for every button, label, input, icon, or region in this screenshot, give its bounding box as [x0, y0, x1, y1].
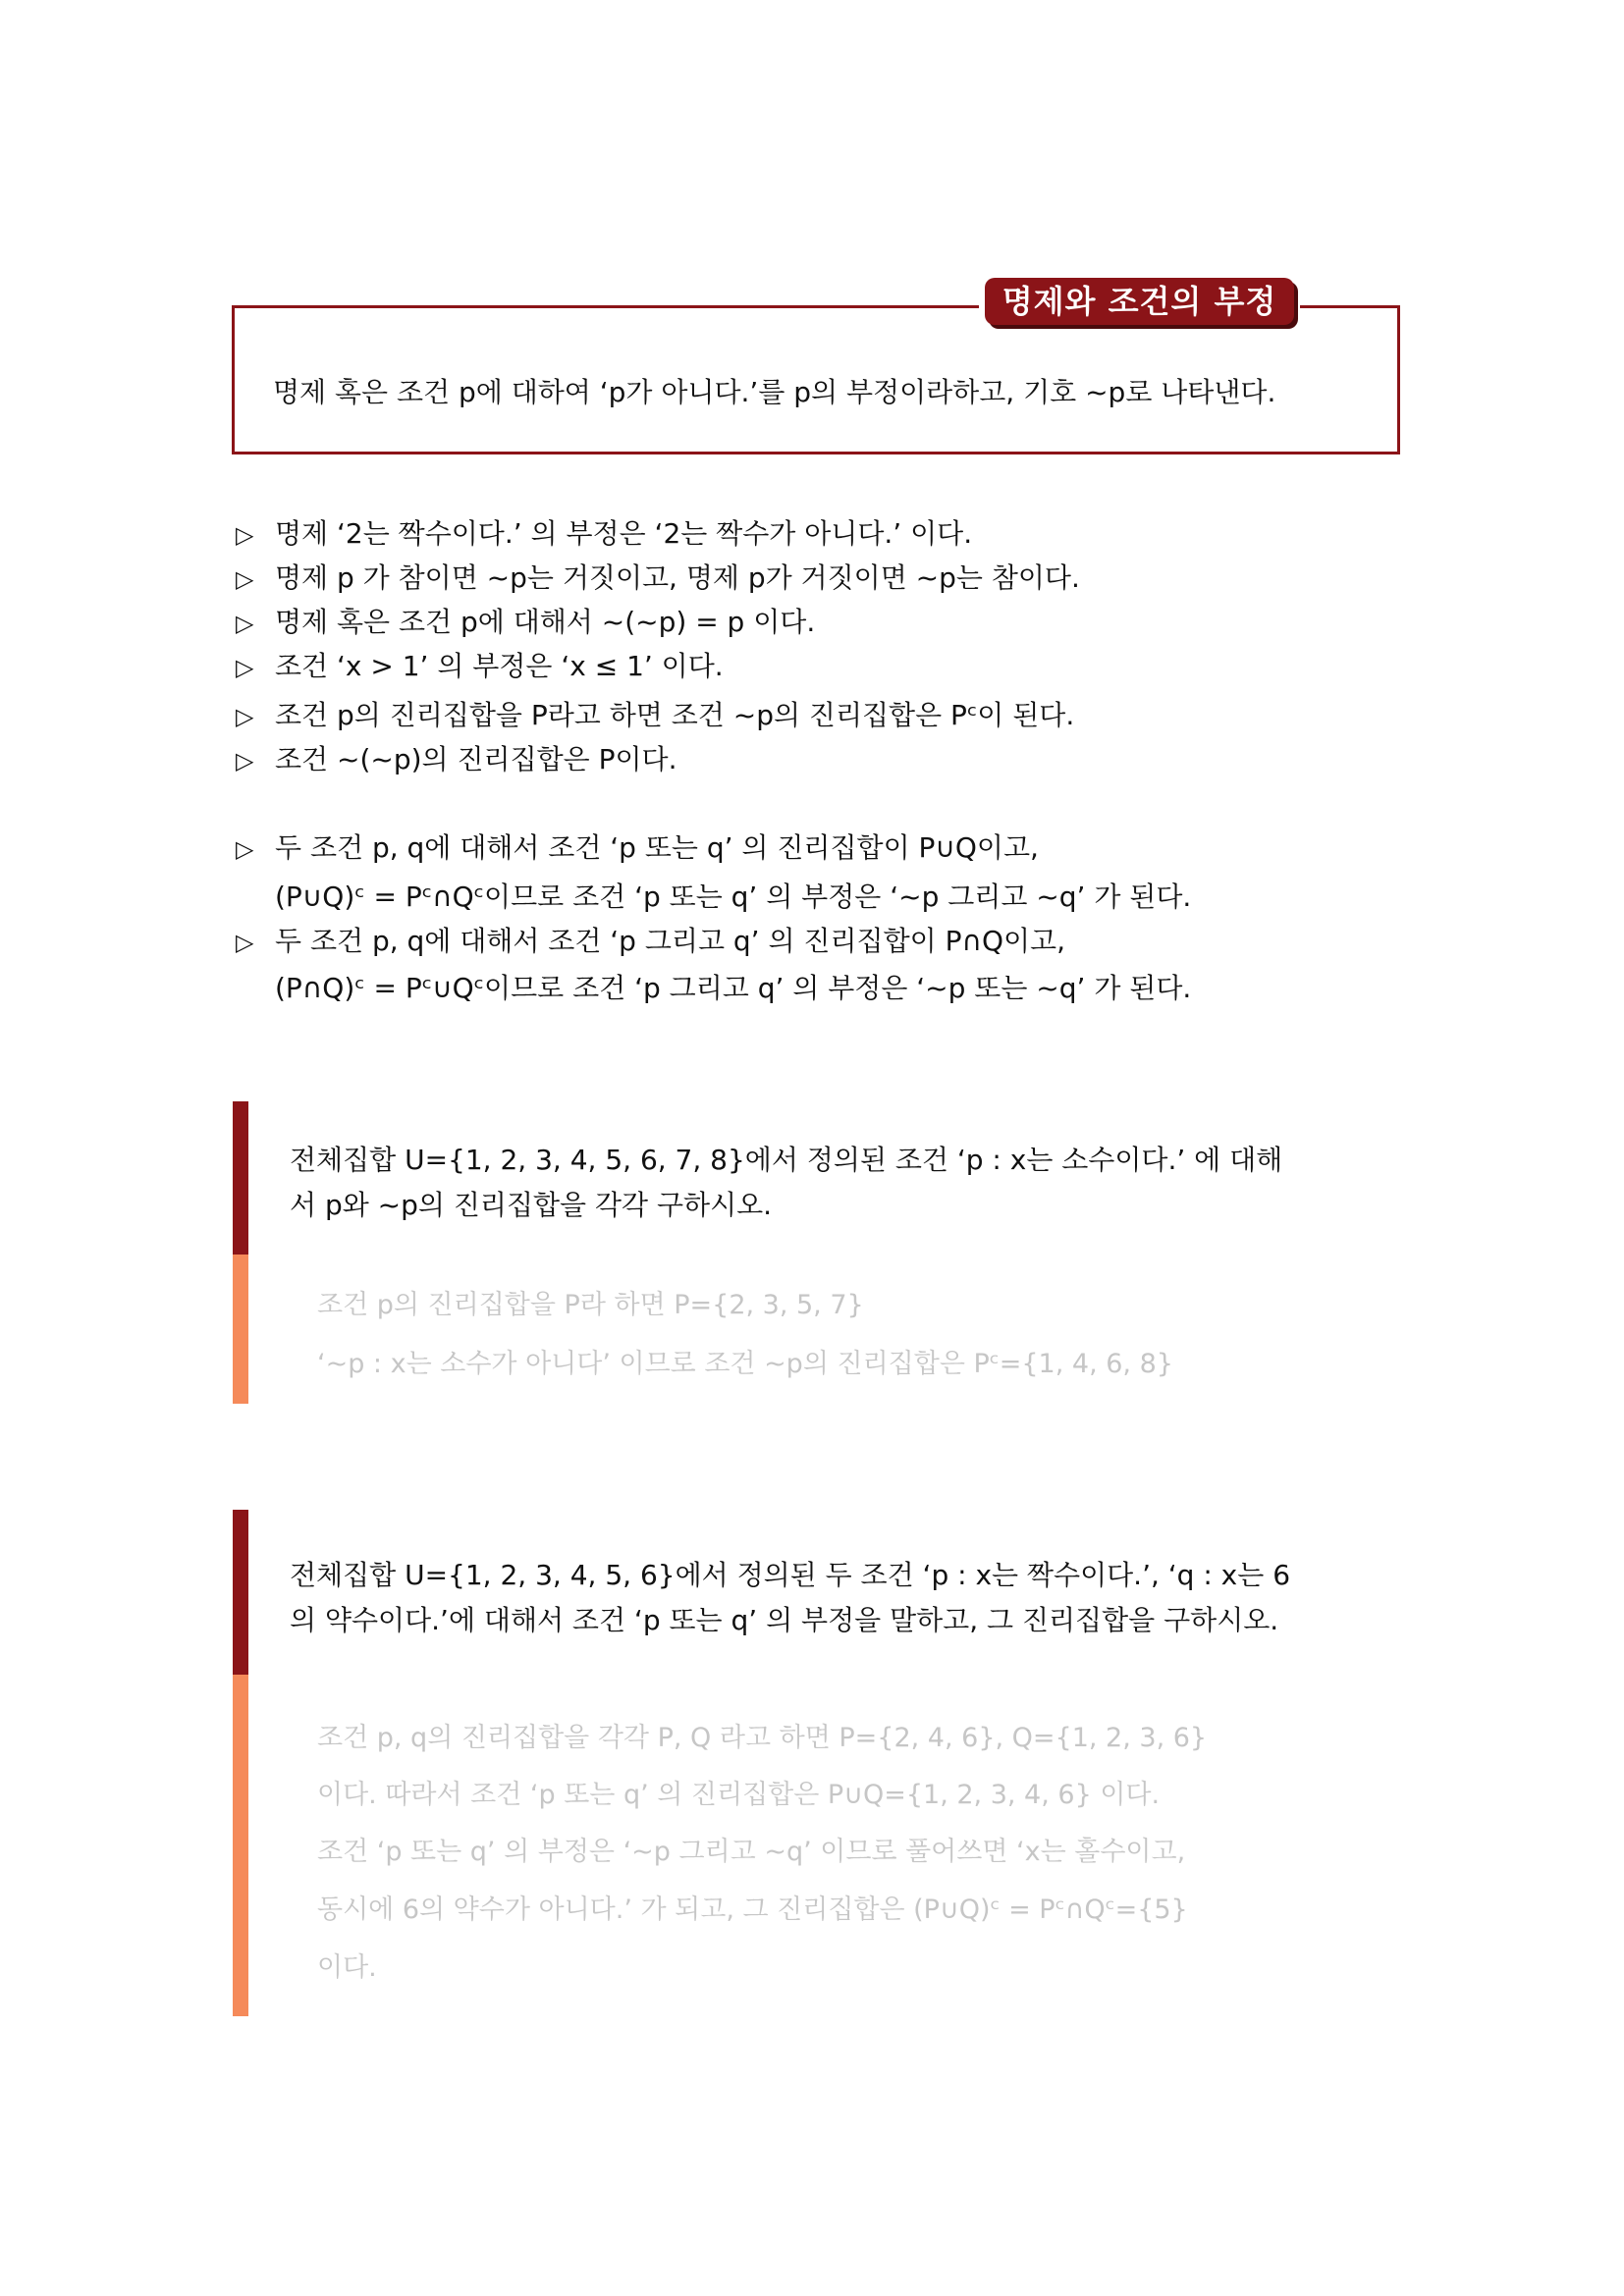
- problem1-solution-line: ‘~p : x는 소수가 아니다’ 이므로 조건 ~p의 진리집합은 Pᶜ={1, 4, 6, 8}: [317, 1349, 1173, 1379]
- triangle-right-icon: ▷: [236, 610, 254, 637]
- bullet-text: 명제 p 가 참이면 ~p는 거짓이고, 명제 p가 거짓이면 ~p는 참이다.: [275, 561, 1080, 594]
- bullet-text: 명제 혹은 조건 p에 대해서 ~(~p) = p 이다.: [275, 606, 816, 638]
- definition-text: 명제 혹은 조건 p에 대하여 ‘p가 아니다.’를 p의 부정이라하고, 기호 ~p로 나타낸다.: [273, 376, 1276, 408]
- triangle-right-icon: ▷: [236, 654, 254, 681]
- triangle-right-icon: ▷: [236, 703, 254, 730]
- bullet-item: [236, 694, 1074, 733]
- bullet-text: 조건 ‘x > 1’ 의 부정은 ‘x ≤ 1’ 이다.: [275, 650, 724, 682]
- triangle-right-icon: ▷: [236, 835, 254, 863]
- problem2-question-line: 의 약수이다.’에 대해서 조건 ‘p 또는 q’ 의 부정을 말하고, 그 진리집합을 구하시오.: [290, 1604, 1279, 1636]
- triangle-right-icon: ▷: [236, 521, 254, 549]
- problem2-solution-line: 이다. 따라서 조건 ‘p 또는 q’ 의 진리집합은 P∪Q={1, 2, 3, 4, 6} 이다.: [317, 1780, 1161, 1810]
- bullet-text: 두 조건 p, q에 대해서 조건 ‘p 그리고 q’ 의 진리집합이 P∩Q이고,: [275, 925, 1065, 957]
- bullet-item: [236, 645, 724, 684]
- problem2-solution-line: 조건 ‘p 또는 q’ 의 부정은 ‘~p 그리고 ~q’ 이므로 풀어쓰면 ‘x는 홀수이고,: [317, 1837, 1186, 1867]
- problem2-question-line: 전체집합 U={1, 2, 3, 4, 5, 6}에서 정의된 두 조건 ‘p : x는 짝수이다.’, ‘q : x는 6: [290, 1559, 1291, 1591]
- bullet-item: [236, 601, 815, 640]
- problem2-solution-line: 동시에 6의 약수가 아니다.’ 가 되고, 그 진리집합은 (P∪Q)ᶜ = Pᶜ∩Qᶜ={5}: [317, 1895, 1188, 1925]
- bullet-continuation: (P∩Q)ᶜ = Pᶜ∪Qᶜ이므로 조건 ‘p 그리고 q’ 의 부정은 ‘~p 또는 ~q’ 가 된다.: [275, 972, 1192, 1004]
- bullet-item: [236, 920, 1065, 959]
- bullet-item: [236, 827, 1039, 866]
- bullet-text: 명제 ‘2는 짝수이다.’ 의 부정은 ‘2는 짝수가 아니다.’ 이다.: [275, 517, 973, 550]
- problem2-solution-line: 이다.: [317, 1952, 377, 1983]
- bullet-item: [236, 738, 677, 777]
- problem2-bar-solution: [233, 1675, 248, 2016]
- triangle-right-icon: ▷: [236, 747, 254, 774]
- bullet-item: [236, 557, 1080, 596]
- bullet-item: [236, 512, 972, 552]
- problem2-solution-line: 조건 p, q의 진리집합을 각각 P, Q 라고 하면 P={2, 4, 6}, Q={1, 2, 3, 6}: [317, 1723, 1208, 1753]
- bullet-text: 조건 ~(~p)의 진리집합은 P이다.: [275, 743, 677, 775]
- bullet-text: 조건 p의 진리집합을 P라고 하면 조건 ~p의 진리집합은 Pᶜ이 된다.: [275, 699, 1075, 731]
- definition-badge-title: 명제와 조건의 부정: [985, 278, 1294, 325]
- bullet-continuation: (P∪Q)ᶜ = Pᶜ∩Qᶜ이므로 조건 ‘p 또는 q’ 의 부정은 ‘~p 그리고 ~q’ 가 된다.: [275, 881, 1192, 913]
- triangle-right-icon: ▷: [236, 565, 254, 593]
- problem2-bar-question: [233, 1510, 248, 1675]
- problem1-question-line: 전체집합 U={1, 2, 3, 4, 5, 6, 7, 8}에서 정의된 조건 ‘p : x는 소수이다.’ 에 대해: [290, 1144, 1283, 1176]
- problem1-question-line: 서 p와 ~p의 진리집합을 각각 구하시오.: [290, 1189, 773, 1221]
- definition-badge: [979, 278, 1300, 329]
- triangle-right-icon: ▷: [236, 929, 254, 956]
- problem1-bar-solution: [233, 1255, 248, 1404]
- bullet-text: 두 조건 p, q에 대해서 조건 ‘p 또는 q’ 의 진리집합이 P∪Q이고,: [275, 831, 1039, 864]
- problem1-bar-question: [233, 1101, 248, 1255]
- problem1-solution-line: 조건 p의 진리집합을 P라 하면 P={2, 3, 5, 7}: [317, 1290, 864, 1320]
